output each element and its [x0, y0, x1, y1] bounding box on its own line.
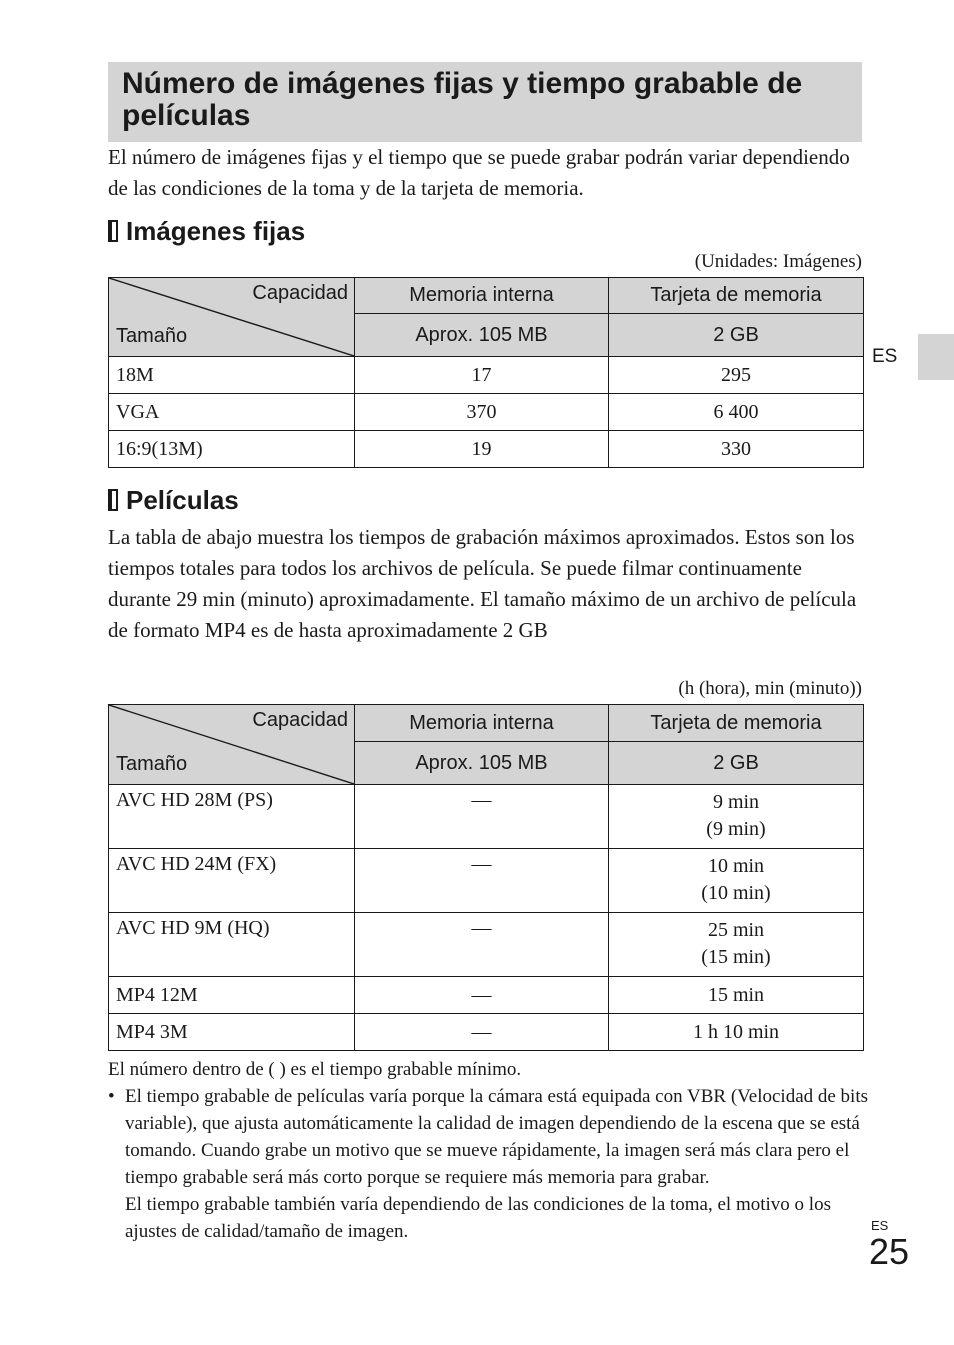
table-row	[109, 431, 864, 468]
card-time: 10 min	[707, 855, 765, 877]
card-value: 330	[609, 431, 864, 468]
side-language-label: ES	[872, 346, 898, 367]
col-internal-memory: Memoria interna	[355, 705, 609, 742]
movies-table	[108, 704, 864, 1051]
internal-value: —	[355, 849, 609, 913]
col-card-capacity: 2 GB	[609, 742, 864, 785]
movies-description: La tabla de abajo muestra los tiempos de grabación máximos aproximados. Estos son los tiempos totales para todos los archivos de película. Se puede filmar continuamente durante 29 min (minuto) aproximadamente. El tamaño máximo de un archivo de película de formato MP4 es de hasta aproximadamente 2 GB	[108, 525, 857, 642]
table-row	[109, 913, 864, 977]
card-time-min: (10 min)	[701, 882, 771, 904]
internal-value: —	[355, 913, 609, 977]
internal-value: 370	[355, 394, 609, 431]
row-label: 16:9(13M)	[109, 431, 355, 468]
row-label: AVC HD 24M (FX)	[109, 849, 355, 913]
card-value: 1 h 10 min	[609, 1014, 864, 1051]
intro-paragraph: El número de imágenes fijas y el tiempo que se puede grabar podrán variar dependiendo de las condiciones de la toma y de la tarjeta de memoria.	[108, 145, 850, 200]
row-label: 18M	[109, 357, 355, 394]
col-internal-capacity: Aprox. 105 MB	[355, 742, 609, 785]
col-card-capacity: 2 GB	[609, 314, 864, 357]
side-tab-marker	[918, 334, 954, 380]
still-units-note: (Unidades: Imágenes)	[694, 251, 862, 272]
table-row	[109, 849, 864, 913]
page-language-label: ES	[871, 1218, 889, 1233]
card-value	[609, 785, 864, 849]
section-bar-icon	[108, 489, 118, 511]
internal-value: —	[355, 977, 609, 1014]
card-value: 6 400	[609, 394, 864, 431]
card-time: 25 min	[707, 919, 765, 941]
col-memory-card: Tarjeta de memoria	[609, 278, 864, 314]
internal-value: —	[355, 1014, 609, 1051]
table-row	[109, 394, 864, 431]
movies-heading	[108, 485, 239, 515]
section-bar-icon	[108, 220, 118, 242]
internal-value: —	[355, 785, 609, 849]
card-time-min: (15 min)	[701, 946, 771, 968]
row-label: VGA	[109, 394, 355, 431]
bullet-symbol: •	[108, 1086, 115, 1107]
table-row	[109, 357, 864, 394]
col-internal-memory: Memoria interna	[355, 278, 609, 314]
table-corner-header	[109, 705, 355, 785]
table-row	[109, 1014, 864, 1051]
card-value	[609, 913, 864, 977]
table-row	[109, 785, 864, 849]
still-images-table	[108, 277, 864, 468]
still-images-heading-text: Imágenes fijas	[126, 216, 306, 246]
internal-value: 19	[355, 431, 609, 468]
page-title: Número de imágenes fijas y tiempo grabable de películas	[108, 62, 862, 142]
min-time-note: El número dentro de ( ) es el tiempo grabable mínimo.	[108, 1059, 522, 1080]
card-time: 9 min	[712, 791, 760, 813]
row-label: MP4 3M	[109, 1014, 355, 1051]
card-time-min: (9 min)	[706, 818, 766, 840]
bullet-text: El tiempo grabable de películas varía porque la cámara está equipada con VBR (Velocidad de bits variable), que ajusta automáticamente la calidad de imagen dependiendo de la escena que se está tomando. Cuando grabe un motivo que se mueve rápidamente, la imagen será más clara pero el tiempo grabable será más corto porque se requiere más memoria para grabar.	[125, 1086, 869, 1188]
size-label: Tamaño	[116, 753, 188, 775]
capacity-label: Capacidad	[252, 709, 348, 731]
bullet-continuation: El tiempo grabable también varía dependiendo de las condiciones de la toma, el motivo o los ajustes de calidad/tamaño de imagen.	[125, 1194, 831, 1242]
size-label: Tamaño	[116, 325, 188, 347]
still-images-heading	[108, 216, 305, 246]
capacity-label: Capacidad	[252, 282, 348, 304]
card-value	[609, 849, 864, 913]
list-item	[108, 1083, 868, 1191]
movies-heading-text: Películas	[126, 485, 239, 515]
movie-units-note: (h (hora), min (minuto))	[678, 678, 862, 699]
row-label: AVC HD 9M (HQ)	[109, 913, 355, 977]
page-number: 25	[869, 1231, 910, 1272]
col-memory-card: Tarjeta de memoria	[609, 705, 864, 742]
row-label: AVC HD 28M (PS)	[109, 785, 355, 849]
table-corner-header	[109, 278, 355, 357]
internal-value: 17	[355, 357, 609, 394]
card-value: 295	[609, 357, 864, 394]
table-row	[109, 977, 864, 1014]
bullet-list	[108, 1083, 868, 1245]
col-internal-capacity: Aprox. 105 MB	[355, 314, 609, 357]
card-value: 15 min	[609, 977, 864, 1014]
row-label: MP4 12M	[109, 977, 355, 1014]
